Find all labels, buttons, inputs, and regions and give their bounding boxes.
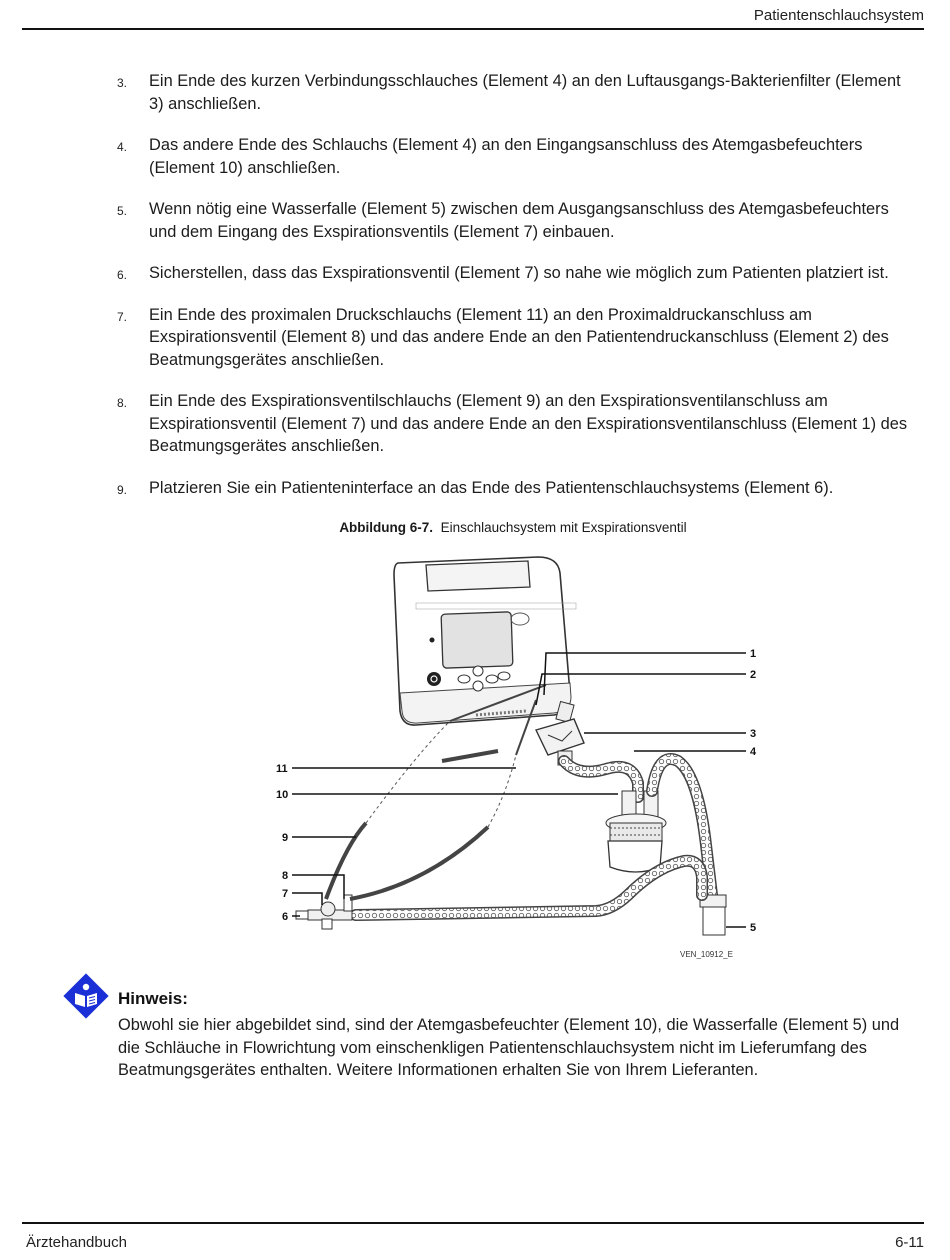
step-item bbox=[117, 70, 913, 115]
figure-image-id: VEN_10912_E bbox=[680, 950, 733, 959]
callout-8: 8 bbox=[282, 870, 289, 882]
callout-9: 9 bbox=[282, 832, 289, 844]
step-item bbox=[117, 390, 913, 458]
step-number: 9. bbox=[117, 482, 128, 497]
step-item bbox=[117, 304, 913, 372]
figure-caption bbox=[0, 520, 950, 535]
step-item bbox=[117, 262, 913, 285]
step-text: Wenn nötig eine Wasserfalle (Element 5) zwischen dem Ausgangsanschluss des Atemgasbefeuchters und dem Eingang des Exspirationsventils (Element 7) einbauen. bbox=[149, 200, 889, 241]
footer-page-number: 6-11 bbox=[895, 1234, 924, 1251]
callout-11: 11 bbox=[276, 763, 288, 775]
step-item bbox=[117, 477, 913, 500]
figure-caption-text: Einschlauchsystem mit Exspirationsventil bbox=[440, 520, 687, 535]
step-text: Das andere Ende des Schlauchs (Element 4) an den Eingangsanschluss des Atemgasbefeuchters (Element 10) anschließen. bbox=[149, 136, 863, 177]
callout-4: 4 bbox=[750, 746, 757, 758]
step-text: Platzieren Sie ein Patienteninterface an das Ende des Patientenschlauchsystems (Element 6). bbox=[149, 478, 834, 497]
step-number: 7. bbox=[117, 309, 128, 324]
ventilator-device bbox=[394, 557, 576, 725]
step-number: 5. bbox=[117, 204, 128, 218]
callout-1: 1 bbox=[750, 648, 757, 660]
callout-7: 7 bbox=[282, 888, 289, 900]
figure-caption-label: Abbildung 6-7. bbox=[339, 520, 434, 535]
exhalation-valve-line bbox=[326, 823, 366, 899]
callout-5: 5 bbox=[750, 922, 757, 934]
step-text: Sicherstellen, dass das Exspirationsventil (Element 7) so nahe wie möglich zum Patienten platziert ist. bbox=[149, 264, 889, 282]
callout-10: 10 bbox=[276, 789, 289, 801]
note-text: Obwohl sie hier abgebildet sind, sind der Atemgasbefeuchter (Element 10), die Wasserfalle (Element 5) und die Schläuche in Flowrichtung vom einschenkligen Patientenschlauchsystem nicht im Lieferumfang des Beatmungsgerätes enthalten. Weitere Informationen erhalten Sie von Ihrem Lieferanten. bbox=[118, 1016, 900, 1079]
callout-6: 6 bbox=[282, 911, 289, 923]
step-text: Ein Ende des proximalen Druckschlauchs (Element 11) an den Proximaldruckanschluss am Exspirationsventil (Element 8) und das andere Ende an den Patientendruckanschluss (Element 2) des Beatmungsgerätes anschließen. bbox=[149, 305, 889, 369]
callout-2: 2 bbox=[750, 669, 757, 681]
step-item bbox=[117, 198, 913, 243]
note-title: Hinweis: bbox=[118, 989, 188, 1008]
proximal-pressure-line bbox=[350, 827, 488, 899]
step-item bbox=[117, 134, 913, 179]
instruction-steps bbox=[117, 70, 913, 518]
step-number: 8. bbox=[117, 396, 128, 410]
water-trap bbox=[700, 895, 726, 935]
step-number: 4. bbox=[117, 140, 128, 154]
ventilator-circuit-diagram bbox=[266, 555, 776, 970]
callout-3: 3 bbox=[750, 728, 757, 740]
humidifier bbox=[606, 791, 666, 872]
header-divider bbox=[22, 28, 924, 30]
step-number: 3. bbox=[117, 76, 128, 90]
exhalation-valve bbox=[296, 895, 352, 929]
footer-manual-title: Ärztehandbuch bbox=[26, 1234, 127, 1251]
step-text: Ein Ende des Exspirationsventilschlauchs (Element 9) an den Exspirationsventilanschluss am Exspirationsventil (Element 7) und das andere Ende an den Exspirationsventilanschluss (Element 1) des Beatmungsgerätes anschließen. bbox=[149, 392, 908, 455]
page-header-title: Patientenschlauchsystem bbox=[753, 7, 924, 24]
footer-divider bbox=[22, 1222, 924, 1224]
info-book-icon bbox=[62, 972, 110, 1020]
step-number: 6. bbox=[117, 268, 128, 282]
step-text: Ein Ende des kurzen Verbindungsschlauches (Element 4) an den Luftausgangs-Bakterienfilter (Element 3) anschließen. bbox=[149, 72, 901, 113]
